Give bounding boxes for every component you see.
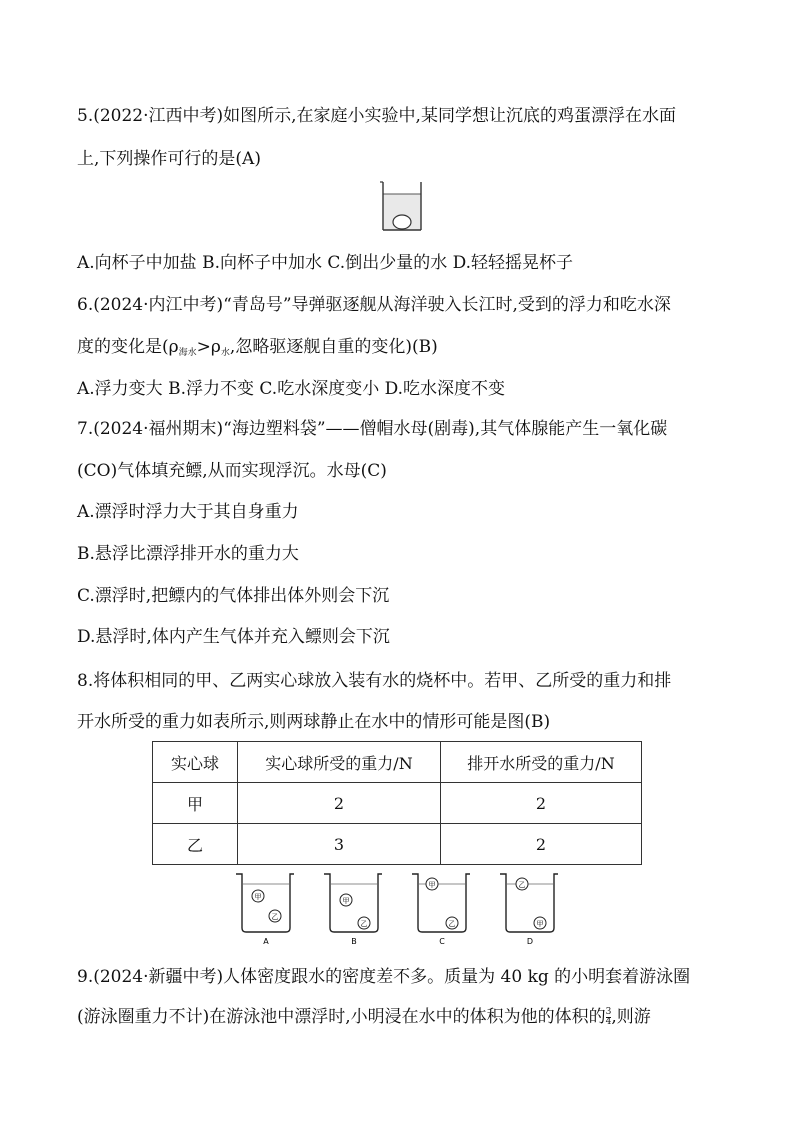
q5-beaker-egg-figure xyxy=(378,178,426,234)
q8-stem-line1: 8.将体积相同的甲、乙两实心球放入装有水的烧杯中。若甲、乙所受的重力和排 xyxy=(77,671,672,691)
table-cell: 乙 xyxy=(153,824,238,865)
fraction-three-quarters: $\frac{3}{4}$ xyxy=(605,1007,612,1027)
q8-stem-line2: 开水所受的重力如表所示,则两球静止在水中的情形可能是图(B) xyxy=(77,712,551,732)
figure-label-b: B xyxy=(351,937,357,946)
svg-text:乙: 乙 xyxy=(448,920,456,928)
beaker-b xyxy=(324,874,382,946)
table-cell: 2 xyxy=(441,783,642,824)
q7-option-d: D.悬浮时,体内产生气体并充入鳔则会下沉 xyxy=(77,627,390,647)
table-cell: 3 xyxy=(238,824,441,865)
table-cell: 2 xyxy=(441,824,642,865)
q5-options: A.向杯子中加盐 B.向杯子中加水 C.倒出少量的水 D.轻轻摇晃杯子 xyxy=(77,253,574,273)
table-header-cell: 实心球所受的重力/N xyxy=(238,742,441,783)
figure-label-c: C xyxy=(439,937,445,946)
table-cell: 2 xyxy=(238,783,441,824)
svg-text:乙: 乙 xyxy=(518,881,526,889)
beaker-c xyxy=(412,874,470,946)
q9-stem-line2: (游泳圈重力不计)在游泳池中漂浮时,小明浸在水中的体积为他的体积的 $\frac{3}{4}$ ,则游 xyxy=(77,1007,651,1027)
q7-option-a: A.漂浮时浮力大于其自身重力 xyxy=(77,502,299,522)
svg-text:乙: 乙 xyxy=(271,913,279,921)
figure-label-a: A xyxy=(263,937,269,946)
q7-option-c: C.漂浮时,把鳔内的气体排出体外则会下沉 xyxy=(77,586,390,606)
figure-label-d: D xyxy=(526,937,534,946)
svg-text:甲: 甲 xyxy=(254,893,262,901)
beaker-d xyxy=(500,874,558,946)
table-cell: 甲 xyxy=(153,783,238,824)
svg-text:甲: 甲 xyxy=(536,920,544,928)
egg-icon xyxy=(393,215,411,229)
table-row xyxy=(153,783,642,824)
q5-stem-line1: 5.(2022·江西中考)如图所示,在家庭小实验中,某同学想让沉底的鸡蛋漂浮在水面 xyxy=(77,106,676,126)
q8-beaker-figures xyxy=(230,868,570,948)
svg-text:甲: 甲 xyxy=(342,897,350,905)
beaker-a xyxy=(236,874,294,946)
q7-stem-line2: (CO)气体填充鳔,从而实现浮沉。水母(C) xyxy=(77,461,387,481)
q8-data-table xyxy=(152,741,642,865)
q6-options: A.浮力变大 B.浮力不变 C.吃水深度变小 D.吃水深度不变 xyxy=(77,379,506,399)
svg-text:甲: 甲 xyxy=(428,881,436,889)
q6-stem-line1: 6.(2024·内江中考)“青岛号”导弹驱逐舰从海洋驶入长江时,受到的浮力和吃水深 xyxy=(77,295,671,315)
table-header-row xyxy=(153,742,642,783)
table-row xyxy=(153,824,642,865)
q9-stem-line1: 9.(2024·新疆中考)人体密度跟水的密度差不多。质量为 40 kg 的小明套着游泳圈 xyxy=(77,967,691,987)
q5-stem-line2: 上,下列操作可行的是(A) xyxy=(77,149,261,169)
q7-stem-line1: 7.(2024·福州期末)“海边塑料袋”——僧帽水母(剧毒),其气体腺能产生一氧化碳 xyxy=(77,419,668,439)
table-header-cell: 实心球 xyxy=(153,742,238,783)
svg-text:乙: 乙 xyxy=(360,920,368,928)
q6-stem-line2: 度的变化是(ρ海水>ρ水,忽略驱逐舰自重的变化)(B) xyxy=(77,337,438,358)
q7-option-b: B.悬浮比漂浮排开水的重力大 xyxy=(77,544,299,564)
table-header-cell: 排开水所受的重力/N xyxy=(441,742,642,783)
